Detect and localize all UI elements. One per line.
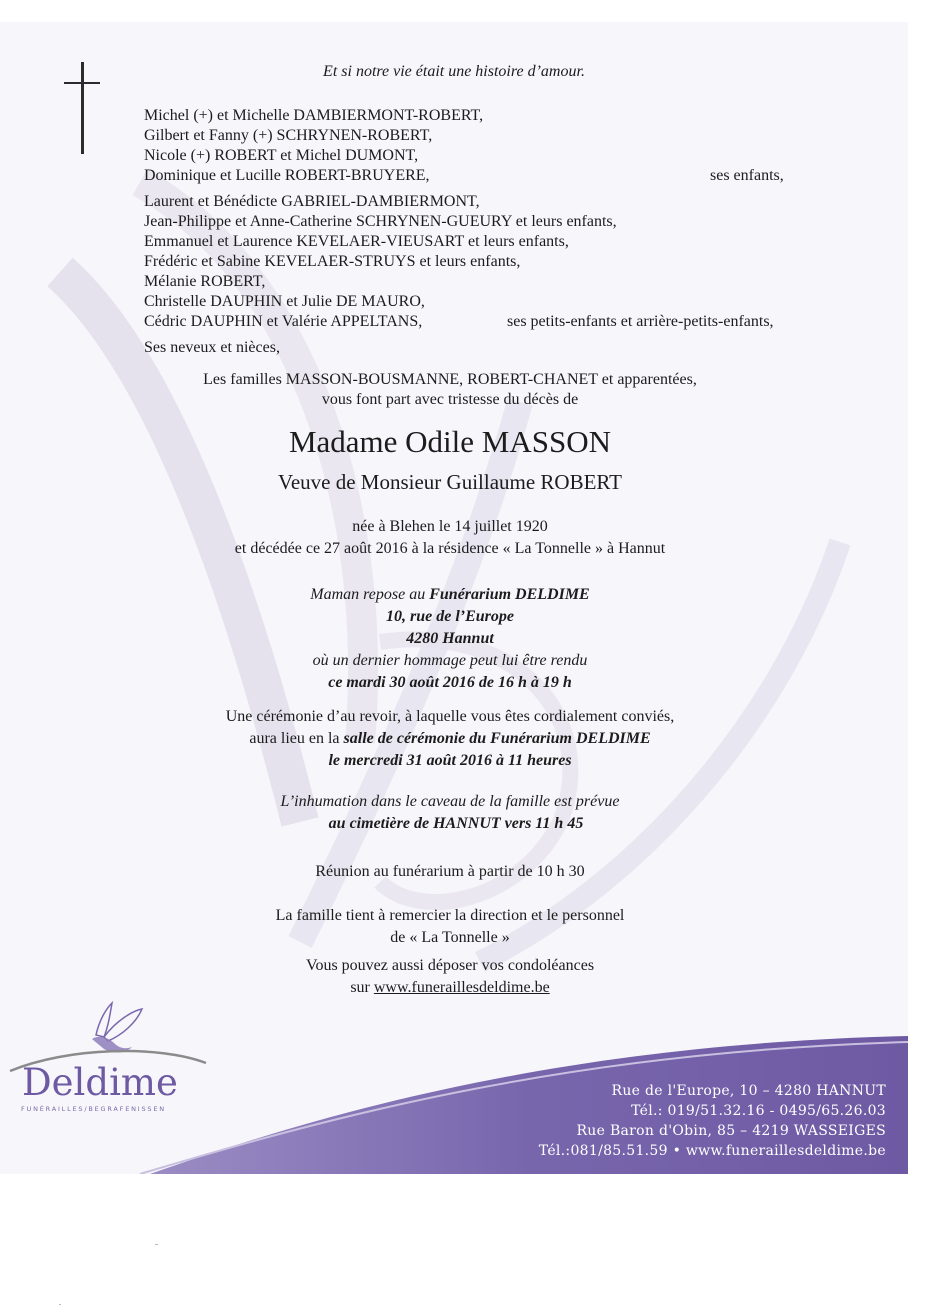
deceased-name: Madame Odile MASSON <box>288 424 612 459</box>
thanks-line: La famille tient à remercier la direction et le personnel <box>275 907 625 924</box>
grandchild-line: Laurent et Bénédicte GABRIEL-DAMBIERMONT, <box>144 193 480 210</box>
child-line: Michel (+) et Michelle DAMBIERMONT-ROBERT, <box>144 107 484 124</box>
rest-line <box>0 586 904 604</box>
grandchildren-label: ses petits-enfants et arrière-petits-enfants, <box>507 313 774 330</box>
rest-place: Funérarium DELDIME <box>429 586 590 603</box>
grandchild-line: Frédéric et Sabine KEVELAER-STRUYS et leurs enfants, <box>144 253 521 270</box>
burial-line: L’inhumation dans le caveau de la famille est prévue <box>280 793 620 810</box>
ceremony-place-line <box>0 730 904 748</box>
rest-city: 4280 Hannut <box>406 630 494 647</box>
ceremony-date: le mercredi 31 août 2016 à 11 heures <box>328 752 572 769</box>
scan-specks <box>0 1180 931 1315</box>
child-line: Gilbert et Fanny (+) SCHRYNEN-ROBERT, <box>144 127 433 144</box>
child-line: Dominique et Lucille ROBERT-BRUYERE, <box>144 167 430 184</box>
logo-tagline: FUNÉRAILLES/BEGRAFENISSEN <box>21 1105 166 1113</box>
address-line: Rue Baron d'Obin, 85 – 4219 WASSEIGES <box>576 1123 886 1139</box>
announce-line: vous font part avec tristesse du décès de <box>321 391 579 408</box>
birth-line: née à Blehen le 14 juillet 1920 <box>352 518 548 535</box>
grandchild-line: Emmanuel et Laurence KEVELAER-VIEUSART et leurs enfants, <box>144 233 569 250</box>
grandchild-line: Cédric DAUPHIN et Valérie APPELTANS, <box>144 313 423 330</box>
quote: Et si notre vie était une histoire d’amour. <box>323 63 585 80</box>
reunion-line: Réunion au funérarium à partir de 10 h 30 <box>315 863 585 880</box>
thanks-line-2: de « La Tonnelle » <box>390 929 510 946</box>
rest-street: 10, rue de l’Europe <box>386 608 514 625</box>
rest-intro: Maman repose au <box>310 586 430 603</box>
nephews-line: Ses neveux et nièces, <box>144 339 280 356</box>
address-line: Tél.: 019/51.32.16 - 0495/65.26.03 <box>631 1103 886 1119</box>
grandchild-line: Christelle DAUPHIN et Julie DE MAURO, <box>144 293 425 310</box>
condolences-line: Vous pouvez aussi déposer vos condoléances <box>305 957 595 974</box>
families-line: Les familles MASSON-BOUSMANNE, ROBERT-CHANET et apparentées, <box>203 371 697 388</box>
death-line: et décédée ce 27 août 2016 à la résidence « La Tonnelle » à Hannut <box>234 540 666 557</box>
address-line: Tél.:081/85.51.59 • www.funeraillesdeldime.be <box>538 1143 886 1159</box>
burial-place: au cimetière de HANNUT vers 11 h 45 <box>328 815 584 832</box>
address-line: Rue de l'Europe, 10 – 4280 HANNUT <box>611 1083 886 1099</box>
child-line: Nicole (+) ROBERT et Michel DUMONT, <box>144 147 419 164</box>
ceremony-line: Une cérémonie d’au revoir, à laquelle vous êtes cordialement conviés, <box>225 708 675 725</box>
website-link[interactable]: www.funeraillesdeldime.be <box>373 979 550 996</box>
ceremony-prefix: aura lieu en la <box>249 730 344 747</box>
grandchild-line: Mélanie ROBERT, <box>144 273 266 290</box>
children-label: ses enfants, <box>710 167 784 184</box>
logo-wordmark: Deldime <box>22 1061 178 1104</box>
ceremony-place: salle de cérémonie du Funérarium DELDIME <box>343 730 651 747</box>
widow-line: Veuve de Monsieur Guillaume ROBERT <box>277 470 623 494</box>
visit-date: ce mardi 30 août 2016 de 16 h à 19 h <box>328 674 572 691</box>
grandchild-line: Jean-Philippe et Anne-Catherine SCHRYNEN-GUEURY et leurs enfants, <box>144 213 617 230</box>
hommage-line: où un dernier hommage peut lui être rendu <box>312 652 588 669</box>
condolences-prefix: sur <box>350 979 374 996</box>
